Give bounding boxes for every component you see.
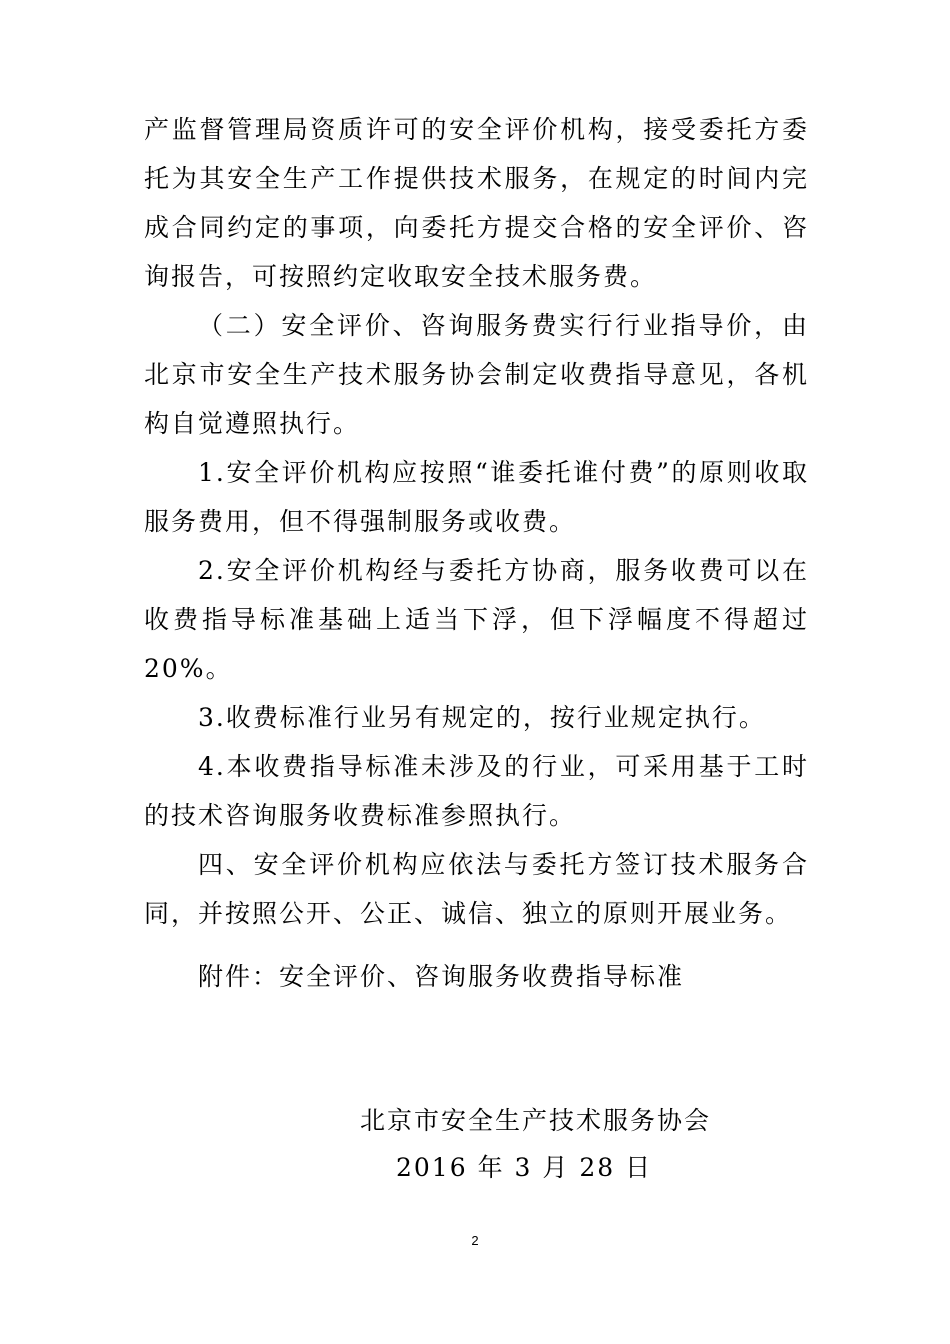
paragraph-6: 4.本收费指导标准未涉及的行业，可采用基于工时的技术咨询服务收费标准参照执行。 xyxy=(144,752,809,830)
paragraph-7: 四、安全评价机构应依法与委托方签订技术服务合同，并按照公开、公正、诚信、独立的原则开展业务。 xyxy=(144,850,809,928)
page-number: 2 xyxy=(471,1233,479,1248)
signature-organization: 北京市安全生产技术服务协会 xyxy=(360,1106,712,1135)
body-text xyxy=(144,105,809,938)
paragraph-3: 1.安全评价机构应按照“谁委托谁付费”的原则收取服务费用，但不得强制服务或收费。 xyxy=(144,458,809,536)
paragraph-5: 3.收费标准行业另有规定的，按行业规定执行。 xyxy=(198,703,766,732)
attachment-line: 附件：安全评价、咨询服务收费指导标准 xyxy=(198,962,685,991)
paragraph-4: 2.安全评价机构经与委托方协商，服务收费可以在收费指导标准基础上适当下浮，但下浮幅度不得超过20%。 xyxy=(144,556,809,683)
paragraph-2: （二）安全评价、咨询服务费实行行业指导价，由北京市安全生产技术服务协会制定收费指导意见，各机构自觉遵照执行。 xyxy=(144,311,809,438)
signature-date: 2016 年 3 月 28 日 xyxy=(396,1153,653,1182)
paragraph-1: 产监督管理局资质许可的安全评价机构，接受委托方委托为其安全生产工作提供技术服务，在规定的时间内完成合同约定的事项，向委托方提交合格的安全评价、咨询报告，可按照约定收取安全技术服务费。 xyxy=(144,115,809,291)
